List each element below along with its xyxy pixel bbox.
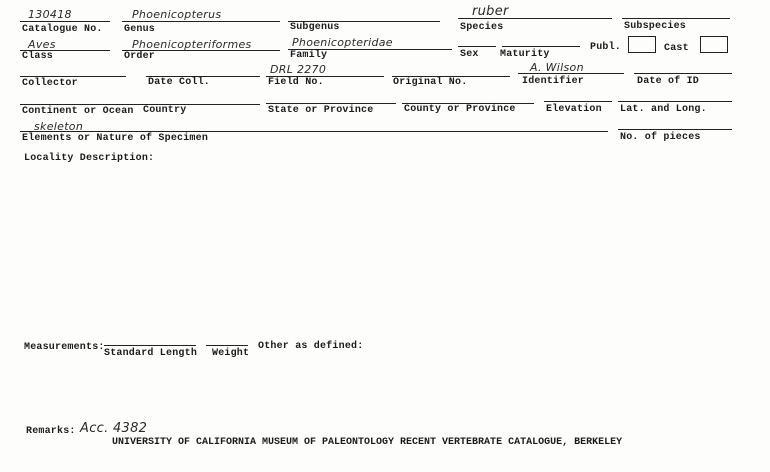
locality-description-label: Locality Description:: [24, 153, 155, 164]
original-no-label: Original No.: [393, 77, 468, 88]
pieces-label: No. of pieces: [620, 132, 701, 143]
subspecies-line: [622, 18, 730, 19]
subspecies-label: Subspecies: [624, 21, 687, 32]
publ-checkbox[interactable]: [628, 36, 656, 53]
date-of-id-line: [634, 73, 732, 74]
card-footer: UNIVERSITY OF CALIFORNIA MUSEUM OF PALEONTOLOGY RECENT VERTEBRATE CATALOGUE, BERKELEY: [112, 437, 623, 448]
catalogue-no-line: [20, 21, 110, 22]
collector-label: Collector: [22, 78, 78, 89]
subgenus-label: Subgenus: [290, 22, 340, 33]
pieces-line: [618, 129, 732, 130]
continent-label: Continent or Ocean: [22, 106, 134, 117]
continent-country-line: [20, 104, 260, 105]
remarks-label: Remarks:: [26, 426, 76, 437]
family-label: Family: [290, 50, 328, 61]
date-coll-label: Date Coll.: [148, 77, 211, 88]
catalogue-no-label: Catalogue No.: [22, 24, 103, 35]
county-label: County or Province: [404, 104, 516, 115]
country-label: Country: [143, 105, 187, 116]
genus-value: Phoenicopterus: [132, 8, 222, 21]
maturity-line: [502, 46, 580, 47]
catalogue-no-value: 130418: [28, 8, 72, 21]
other-as-defined-label: Other as defined:: [258, 341, 364, 352]
species-line: [458, 18, 612, 19]
family-value: Phoenicopteridae: [292, 36, 393, 49]
sex-label: Sex: [460, 49, 479, 60]
order-value: Phoenicopteriformes: [132, 38, 252, 51]
standard-length-line: [104, 345, 196, 346]
measurements-label: Measurements:: [24, 342, 105, 353]
elevation-line: [544, 101, 612, 102]
weight-line: [206, 345, 248, 346]
species-label: Species: [460, 22, 504, 33]
species-value: ruber: [472, 4, 509, 19]
state-line: [266, 103, 396, 104]
genus-label: Genus: [124, 24, 156, 35]
identifier-label: Identifier: [522, 76, 585, 87]
field-no-value: DRL 2270: [270, 63, 327, 76]
elements-label: Elements or Nature of Specimen: [22, 133, 209, 144]
latlong-line: [618, 101, 732, 102]
weight-label: Weight: [212, 348, 250, 359]
date-of-id-label: Date of ID: [637, 76, 700, 87]
class-value: Aves: [28, 38, 56, 51]
maturity-label: Maturity: [500, 49, 550, 60]
sex-line: [458, 46, 496, 47]
collector-line: [20, 76, 126, 77]
identifier-line: [518, 73, 624, 74]
remarks-value: Acc. 4382: [80, 421, 148, 436]
cast-label: Cast: [664, 43, 689, 54]
class-label: Class: [22, 51, 54, 62]
latlong-label: Lat. and Long.: [620, 104, 707, 115]
identifier-value: A. Wilson: [530, 61, 584, 74]
state-label: State or Province: [268, 105, 374, 116]
publ-label: Publ.: [590, 42, 622, 53]
cast-checkbox[interactable]: [700, 36, 728, 53]
order-label: Order: [124, 51, 156, 62]
elevation-label: Elevation: [546, 104, 602, 115]
standard-length-label: Standard Length: [104, 348, 198, 359]
elements-line: [20, 131, 608, 132]
genus-line: [122, 21, 280, 22]
elements-value: skeleton: [34, 120, 84, 133]
field-no-label: Field No.: [268, 77, 324, 88]
